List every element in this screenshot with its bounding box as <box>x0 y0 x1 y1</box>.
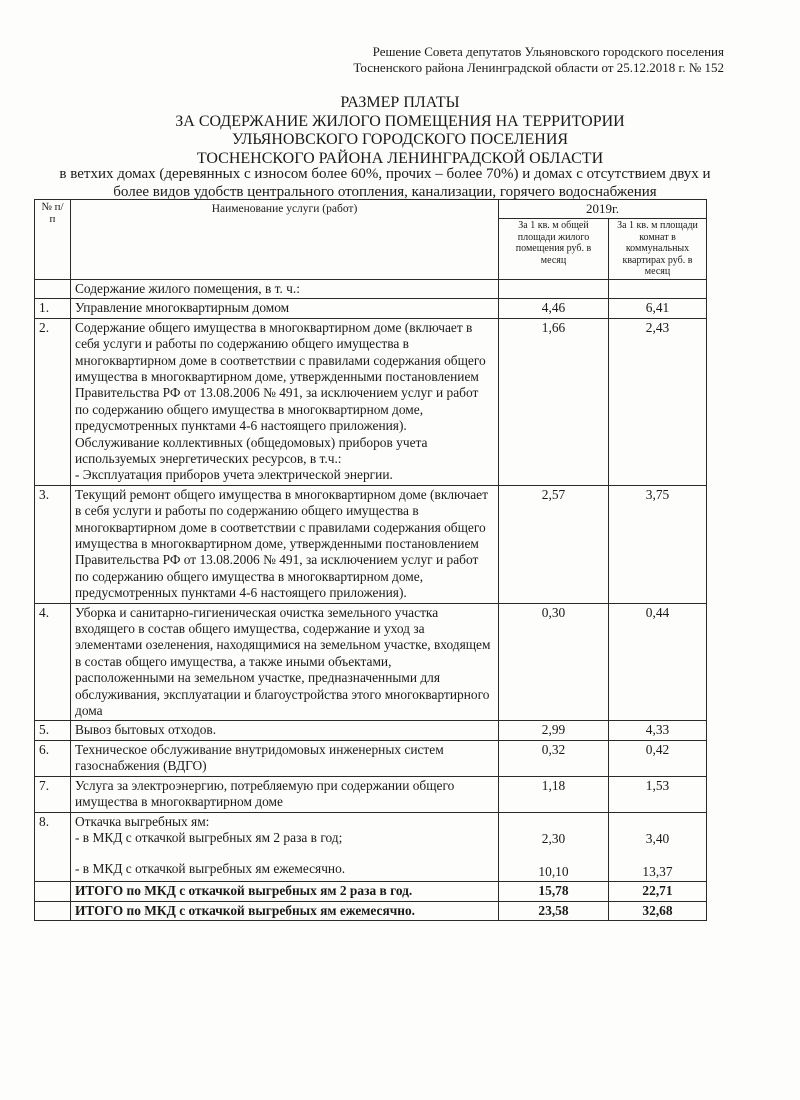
table-row <box>35 740 707 776</box>
intro-text: Содержание жилого помещения, в т. ч.: <box>71 279 499 298</box>
table-header-row <box>35 200 707 219</box>
decree-line-1: Решение Совета депутатов Ульяновского городского поселения <box>372 44 724 59</box>
row-service-extra-2: - Эксплуатация приборов учета электрической энергии. <box>75 467 393 483</box>
row-service: Откачка выгребных ям: <box>75 813 210 829</box>
row-value-a: 0,32 <box>499 740 609 776</box>
value-b-twice-yearly: 3,40 <box>645 830 670 846</box>
total-row <box>35 882 707 901</box>
row-num: 7. <box>35 776 71 812</box>
value-a-twice-yearly: 2,30 <box>541 830 566 846</box>
intro-num-cell <box>35 279 71 298</box>
row-value-a: 0,30 <box>499 603 609 721</box>
intro-b-cell <box>609 279 707 298</box>
header-col-b: За 1 кв. м площади комнат в коммунальных квартирах руб. в месяц <box>609 219 707 280</box>
total-num-cell <box>35 882 71 901</box>
row-service-cell <box>71 318 499 485</box>
row-service: Текущий ремонт общего имущества в многоквартирном доме (включает в себя услуги и работы по содержанию общего имущества в многоквартирном доме в соответствии с правилами содержания общего имущества в многоквартирном доме, утвержденными постановлением Правительства РФ от 13.08.2006 № 491, за исключением услуг и работ по содержанию общего имущества в многоквартирном доме, предусмотренных пунктами 4-6 настоящего приложения). <box>71 485 499 603</box>
row-value-b: 0,44 <box>609 603 707 721</box>
row-service: Услуга за электроэнергию, потребляемую при содержании общего имущества в многоквартирном доме <box>71 776 499 812</box>
title-line-2: ЗА СОДЕРЖАНИЕ ЖИЛОГО ПОМЕЩЕНИЯ НА ТЕРРИТОРИИ <box>175 112 625 130</box>
total-label: ИТОГО по МКД с откачкой выгребных ям 2 раза в год. <box>71 882 499 901</box>
row-value-b: 1,53 <box>609 776 707 812</box>
row-value-a: 1,66 <box>499 318 609 485</box>
row-values-a <box>499 812 609 882</box>
row-service: Техническое обслуживание внутридомовых инженерных систем газоснабжения (ВДГО) <box>71 740 499 776</box>
row-service: Содержание общего имущества в многоквартирном доме (включает в себя услуги и работы по содержанию общего имущества в многоквартирном доме в соответствии с правилами содержания общего имущества в многоквартирном доме, утвержденными постановлением Правительства РФ от 13.08.2006 № 491, за исключением услуг и работ по содержанию общего имущества в многоквартирном доме, предусмотренных пунктами 4-6 настоящего приложения). <box>75 319 486 434</box>
document-subtitle: в ветхих домах (деревянных с износом более 60%, прочих – более 70%) и домах с отсутствием двух и более видов удобств центрального отопления, канализации, горячего водоснабжения <box>59 166 711 200</box>
total-value-a: 15,78 <box>499 882 609 901</box>
row-num: 8. <box>35 812 71 882</box>
row-value-b: 2,43 <box>609 318 707 485</box>
row-values-b <box>609 812 707 882</box>
table-row <box>35 776 707 812</box>
row-num: 2. <box>35 318 71 485</box>
value-a-monthly: 10,10 <box>538 863 569 879</box>
row-service: Вывоз бытовых отходов. <box>71 721 499 740</box>
document-title <box>0 94 800 168</box>
row-value-a: 4,46 <box>499 299 609 318</box>
row-service-extra-1: Обслуживание коллективных (общедомовых) приборов учета используемых энергетических ресурсов, в т.ч.: <box>75 434 428 466</box>
row-num: 4. <box>35 603 71 721</box>
header-service: Наименование услуги (работ) <box>71 200 499 280</box>
header-num: № п/п <box>35 200 71 280</box>
intro-a-cell <box>499 279 609 298</box>
total-row <box>35 901 707 920</box>
tariff-table <box>34 199 707 921</box>
row-value-a: 2,57 <box>499 485 609 603</box>
row-num: 1. <box>35 299 71 318</box>
row-service-cell <box>71 812 499 882</box>
title-line-3: УЛЬЯНОВСКОГО ГОРОДСКОГО ПОСЕЛЕНИЯ <box>231 131 569 148</box>
row-sub-twice-yearly: - в МКД с откачкой выгребных ям 2 раза в год; <box>75 829 343 845</box>
row-value-a: 2,99 <box>499 721 609 740</box>
total-label: ИТОГО по МКД с откачкой выгребных ям ежемесячно. <box>71 901 499 920</box>
total-value-a: 23,58 <box>499 901 609 920</box>
table-row-cesspool <box>35 812 707 882</box>
table-row <box>35 299 707 318</box>
table-row-intro <box>35 279 707 298</box>
row-value-b: 4,33 <box>609 721 707 740</box>
row-service: Управление многоквартирным домом <box>71 299 499 318</box>
title-line-4: ТОСНЕНСКОГО РАЙОНА ЛЕНИНГРАДСКОЙ ОБЛАСТИ <box>196 149 604 167</box>
row-num: 3. <box>35 485 71 603</box>
decree-reference <box>353 44 724 76</box>
row-value-b: 6,41 <box>609 299 707 318</box>
total-num-cell <box>35 901 71 920</box>
decree-line-2: Тосненского района Ленинградской области от 25.12.2018 г. № 152 <box>353 60 724 75</box>
table-row <box>35 603 707 721</box>
row-sub-monthly: - в МКД с откачкой выгребных ям ежемесячно. <box>75 861 346 877</box>
value-b-monthly: 13,37 <box>642 863 673 879</box>
row-value-b: 0,42 <box>609 740 707 776</box>
row-value-b: 3,75 <box>609 485 707 603</box>
row-num: 5. <box>35 721 71 740</box>
title-line-1: РАЗМЕР ПЛАТЫ <box>340 94 460 111</box>
header-year: 2019г. <box>499 200 707 219</box>
row-num: 6. <box>35 740 71 776</box>
header-col-a: За 1 кв. м общей площади жилого помещения руб. в месяц <box>499 219 609 280</box>
table-row <box>35 721 707 740</box>
row-service: Уборка и санитарно-гигиеническая очистка земельного участка входящего в состав общего имущества, содержание и уход за элементами озеленения, находящимися на земельном участке, входящем в состав общего имущества, а также иными объектами, расположенными на земельном участке, предназначенными для обслуживания, эксплуатации и благоустройства этого многоквартирного дома <box>71 603 499 721</box>
table-row <box>35 485 707 603</box>
total-value-b: 32,68 <box>609 901 707 920</box>
table-row <box>35 318 707 485</box>
total-value-b: 22,71 <box>609 882 707 901</box>
row-value-a: 1,18 <box>499 776 609 812</box>
